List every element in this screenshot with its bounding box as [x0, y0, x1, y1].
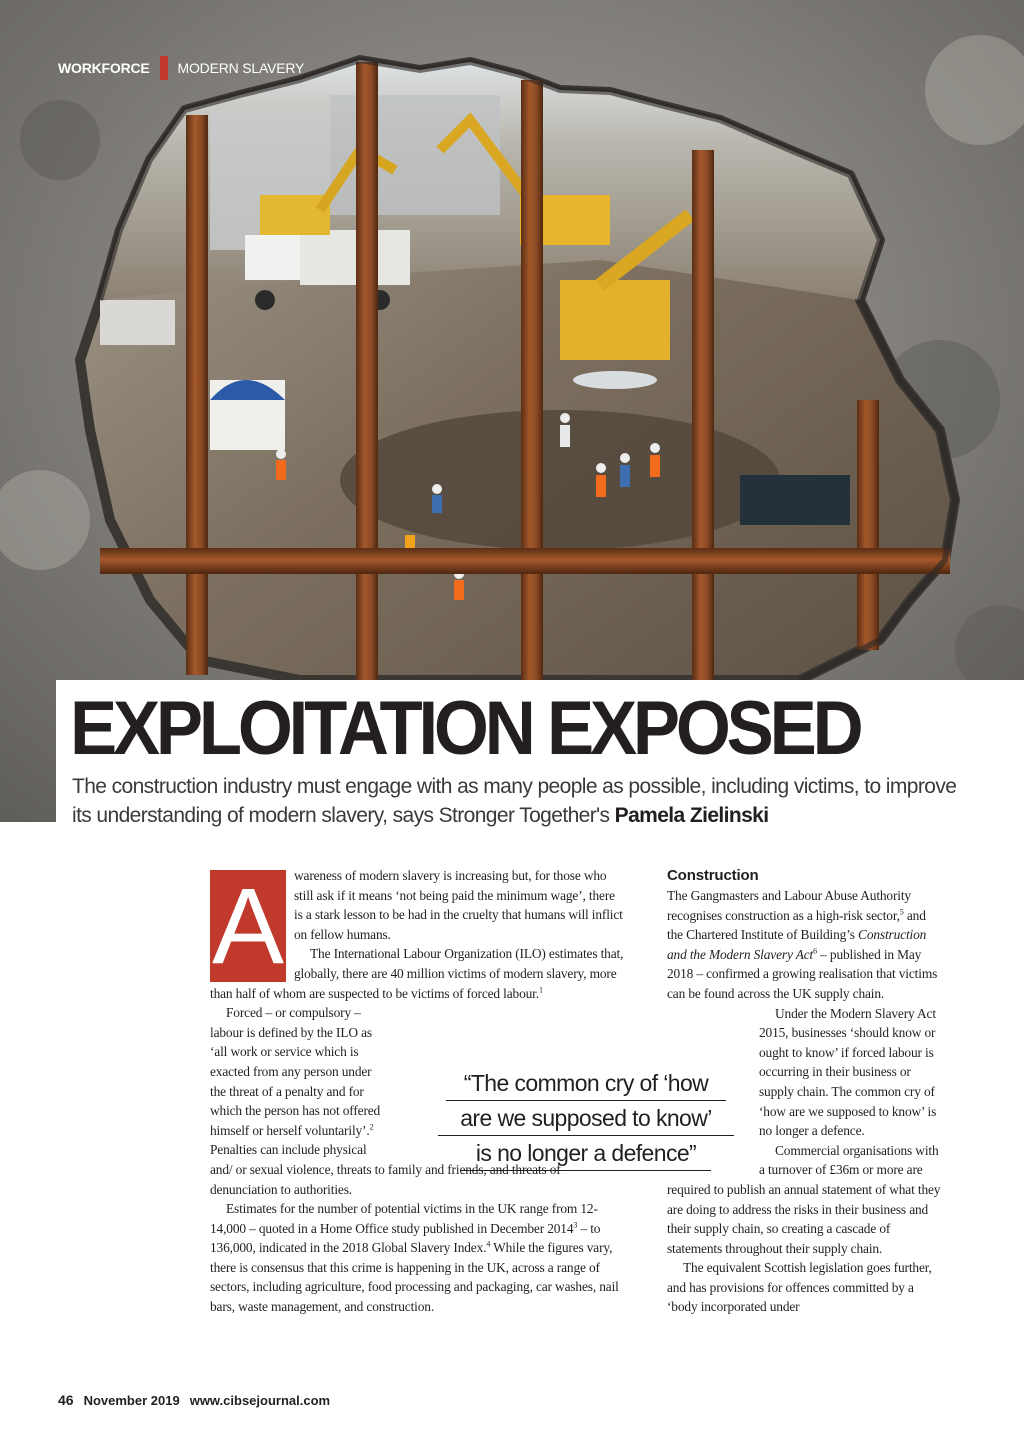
section-heading: Construction — [667, 867, 759, 884]
footnote-ref: 4 — [486, 1239, 491, 1249]
body-paragraph: The International Labour Organization (ILO) estimates that, globally, there are 40 million victims of modern slavery, more than half of whom are suspected to be victims of forced labour.$^1$ — [210, 946, 624, 1001]
footnote-ref: 1 — [538, 985, 543, 995]
body-paragraph: Estimates for the number of potential victims in the UK range from 12-14,000 – quoted in a Home Office study published in December 2014$^3$ – to 136,000, indicated in the 2018 Global Slavery Index.$^4$ While the figures vary, there is consensus that this crime is happening in the UK, across a range of sectors, including agriculture, food processing and packaging, car washes, nail bars, waste management, and construction. — [210, 1201, 619, 1315]
pull-quote-line: is no longer a defence” — [461, 1136, 711, 1171]
page-footer — [58, 1392, 330, 1408]
pull-quote-line: are we supposed to know’ — [438, 1101, 734, 1136]
standfirst-text: The construction industry must engage with as many people as possible, including victims, to improve its understanding of modern slavery, says Stronger Together's — [72, 775, 957, 827]
journal-url: www.cibsejournal.com — [189, 1393, 331, 1408]
section-divider — [160, 56, 168, 80]
pull-quote-line: “The common cry of ‘how — [446, 1066, 726, 1101]
page-number: 46 — [58, 1392, 74, 1408]
footnote-ref: 2 — [369, 1122, 374, 1132]
article-headline: EXPLOITATION EXPOSED — [70, 686, 860, 771]
section-subcategory: MODERN SLAVERY — [177, 60, 305, 76]
footnote-ref: 5 — [899, 907, 904, 917]
issue-date: November 2019 — [83, 1393, 180, 1408]
body-paragraph: Under the Modern Slavery Act 2015, businesses ‘should know or ought to know’ if forced labour is occurring in their business or supply chain. The common cry of ‘how are we supposed to know’ is no longer a defence. — [667, 1004, 943, 1141]
body-paragraph: wareness of modern slavery is increasing but, for those who still ask if it means ‘not being paid the minimum wage’, there is a stark lesson to be had in the cruelty that humans will inflict on fellow humans. — [294, 868, 623, 942]
standfirst-author: Pamela Zielinski — [614, 804, 769, 827]
dropcap: A — [210, 870, 286, 982]
footnote-ref: 6 — [813, 946, 817, 956]
body-paragraph: Commercial organisations with a turnover of £36m or more are required to publish an annual statement of what they are doing to address the risks in their business and their supply chain, so creating a cascade of statements throughout their supply chain. — [667, 1142, 941, 1256]
body-paragraph: Forced – or compulsory – labour is defined by the ILO as ‘all work or service which is exacted from any person under the threat of a penalty and for which the person has not offered himself or herself voluntarily’.$^2$ Penalties can include physical and/ or sexual violence, threats to family and friends, and threats of denunciation to authorities. — [210, 1003, 626, 1199]
headline-panel — [56, 680, 1024, 830]
section-category: WORKFORCE — [58, 60, 150, 76]
footnote-ref: 3 — [573, 1220, 578, 1230]
body-paragraph: The equivalent Scottish legislation goes further, and has provisions for offences committed by a ‘body incorporated under — [667, 1260, 932, 1315]
body-paragraph: The Gangmasters and Labour Abuse Authority recognises construction as a high-risk sector,$^5$ and the Chartered Institute of Building’s Construction and the Modern Slavery Act$^6$ – published in May 2018 – confirmed a growing realisation that victims can be found across the UK supply chain. — [667, 888, 938, 1001]
section-tag — [58, 56, 304, 80]
pull-quote — [436, 1066, 736, 1171]
publication-title: Construction and the Modern Slavery Act — [667, 927, 927, 962]
article-standfirst — [72, 772, 972, 830]
